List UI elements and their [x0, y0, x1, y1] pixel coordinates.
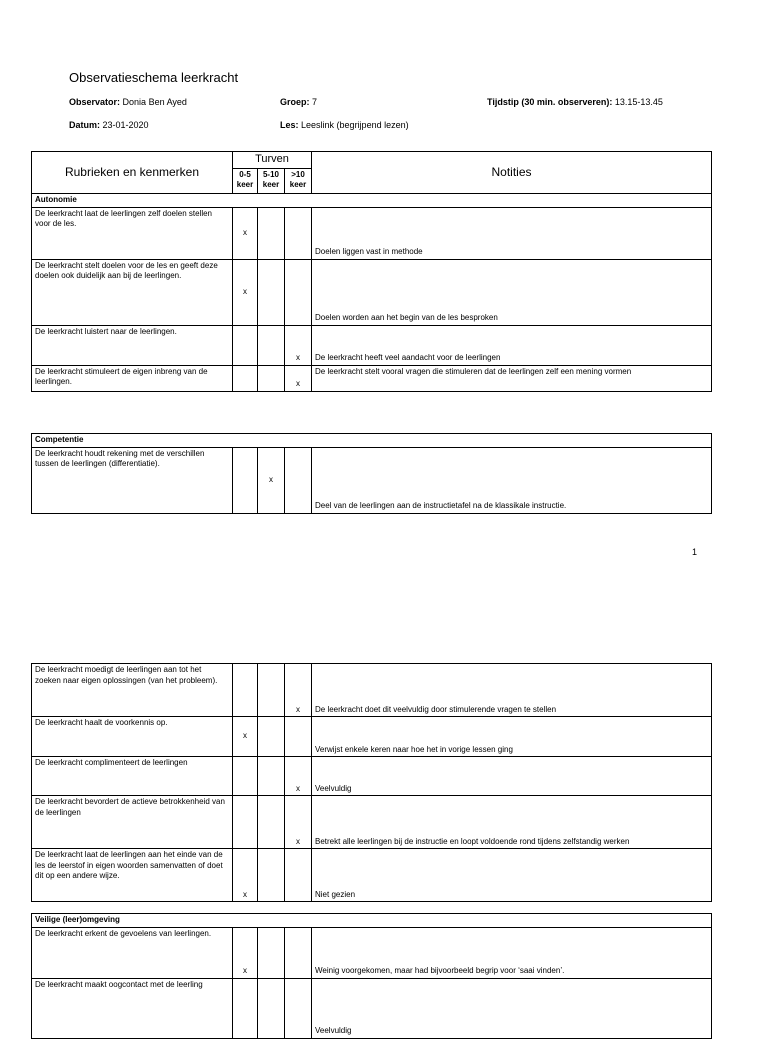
tally-0-5: x [233, 717, 258, 757]
criterion-text: De leerkracht luistert naar de leerlingen. [32, 325, 233, 365]
note-text: De leerkracht heeft veel aandacht voor de leerlingen [312, 325, 712, 365]
meta-datum: Datum: 23-01-2020 [69, 120, 149, 130]
tally-5-10 [258, 927, 285, 978]
table-row [32, 259, 712, 325]
table-row [32, 365, 712, 391]
tally-5-10 [258, 717, 285, 757]
criterion-text: De leerkracht stelt doelen voor de les en geeft deze doelen ook duidelijk aan bij de leerlingen. [32, 259, 233, 325]
tally-5-10 [258, 849, 285, 902]
note-text: Verwijst enkele keren naar hoe het in vorige lessen ging [312, 717, 712, 757]
header-notities: Notities [312, 152, 712, 194]
meta-groep: Groep: 7 [280, 97, 318, 107]
meta-tijdstip: Tijdstip (30 min. observeren): 13.15-13.45 [487, 97, 663, 107]
tally-10plus [285, 927, 312, 978]
tally-10plus [285, 259, 312, 325]
section-title-competentie: Competentie [32, 434, 712, 448]
criterion-text: De leerkracht bevordert de actieve betrokkenheid van de leerlingen [32, 796, 233, 849]
tally-0-5 [233, 978, 258, 1038]
meta-observator: Observator: Donia Ben Ayed [69, 97, 187, 107]
criterion-text: De leerkracht complimenteert de leerlingen [32, 757, 233, 796]
tally-0-5 [233, 664, 258, 717]
tally-10plus: x [285, 664, 312, 717]
header-col-10plus: >10 keer [285, 169, 312, 194]
tally-5-10 [258, 796, 285, 849]
header-col-5-10: 5-10 keer [258, 169, 285, 194]
tally-10plus: x [285, 796, 312, 849]
tally-0-5 [233, 365, 258, 391]
table-row [32, 978, 712, 1038]
table-row [32, 664, 712, 717]
observation-table-veilige-omgeving [31, 913, 712, 1039]
table-row [32, 757, 712, 796]
observation-table-competentie [31, 433, 712, 514]
table-row [32, 796, 712, 849]
note-text: Veelvuldig [312, 757, 712, 796]
page-number: 1 [692, 547, 698, 557]
section-title-veilige-omgeving: Veilige (leer)omgeving [32, 914, 712, 928]
meta-les: Les: Leeslink (begrijpend lezen) [280, 120, 409, 130]
note-text: Niet gezien [312, 849, 712, 902]
tally-5-10 [258, 978, 285, 1038]
tally-10plus [285, 849, 312, 902]
tally-0-5 [233, 796, 258, 849]
tally-0-5: x [233, 927, 258, 978]
tally-10plus: x [285, 757, 312, 796]
observation-table-autonomie [31, 151, 712, 392]
note-text: Weinig voorgekomen, maar had bijvoorbeeld begrip voor ‘saai vinden’. [312, 927, 712, 978]
header-rubrieken: Rubrieken en kenmerken [32, 152, 233, 194]
observation-table-competentie-continued [31, 663, 712, 902]
note-text: Deel van de leerlingen aan de instructietafel na de klassikale instructie. [312, 447, 712, 513]
tally-5-10 [258, 325, 285, 365]
tally-0-5: x [233, 259, 258, 325]
table-row [32, 927, 712, 978]
criterion-text: De leerkracht haalt de voorkennis op. [32, 717, 233, 757]
tally-0-5: x [233, 849, 258, 902]
note-text: Veelvuldig [312, 978, 712, 1038]
header-turven: Turven [233, 152, 312, 169]
note-text: De leerkracht doet dit veelvuldig door stimulerende vragen te stellen [312, 664, 712, 717]
tally-5-10 [258, 207, 285, 259]
tally-5-10: x [258, 447, 285, 513]
table-row [32, 325, 712, 365]
table-row [32, 849, 712, 902]
tally-5-10 [258, 664, 285, 717]
note-text: Doelen worden aan het begin van de les besproken [312, 259, 712, 325]
tally-10plus: x [285, 365, 312, 391]
tally-5-10 [258, 757, 285, 796]
section-title-autonomie: Autonomie [32, 194, 712, 208]
table-row [32, 447, 712, 513]
criterion-text: De leerkracht houdt rekening met de verschillen tussen de leerlingen (differentiatie). [32, 447, 233, 513]
tally-5-10 [258, 259, 285, 325]
criterion-text: De leerkracht maakt oogcontact met de leerling [32, 978, 233, 1038]
note-text: Doelen liggen vast in methode [312, 207, 712, 259]
tally-0-5: x [233, 207, 258, 259]
tally-0-5 [233, 447, 258, 513]
table-row [32, 717, 712, 757]
criterion-text: De leerkracht moedigt de leerlingen aan tot het zoeken naar eigen oplossingen (van het probleem). [32, 664, 233, 717]
document-title: Observatieschema leerkracht [69, 70, 239, 85]
criterion-text: De leerkracht laat de leerlingen aan het einde van de les de leerstof in eigen woorden samenvatten of doet dit op een andere wijze. [32, 849, 233, 902]
tally-10plus: x [285, 325, 312, 365]
tally-10plus [285, 717, 312, 757]
page-two-region [0, 663, 768, 1035]
tally-10plus [285, 207, 312, 259]
table-row [32, 207, 712, 259]
tally-0-5 [233, 757, 258, 796]
criterion-text: De leerkracht stimuleert de eigen inbreng van de leerlingen. [32, 365, 233, 391]
criterion-text: De leerkracht laat de leerlingen zelf doelen stellen voor de les. [32, 207, 233, 259]
tally-5-10 [258, 365, 285, 391]
tally-10plus [285, 447, 312, 513]
note-text: De leerkracht stelt vooral vragen die stimuleren dat de leerlingen zelf een mening vormen [312, 365, 712, 391]
tally-10plus [285, 978, 312, 1038]
header-col-0-5: 0-5 keer [233, 169, 258, 194]
note-text: Betrekt alle leerlingen bij de instructie en loopt voldoende rond tijdens zelfstandig werken [312, 796, 712, 849]
criterion-text: De leerkracht erkent de gevoelens van leerlingen. [32, 927, 233, 978]
tally-0-5 [233, 325, 258, 365]
